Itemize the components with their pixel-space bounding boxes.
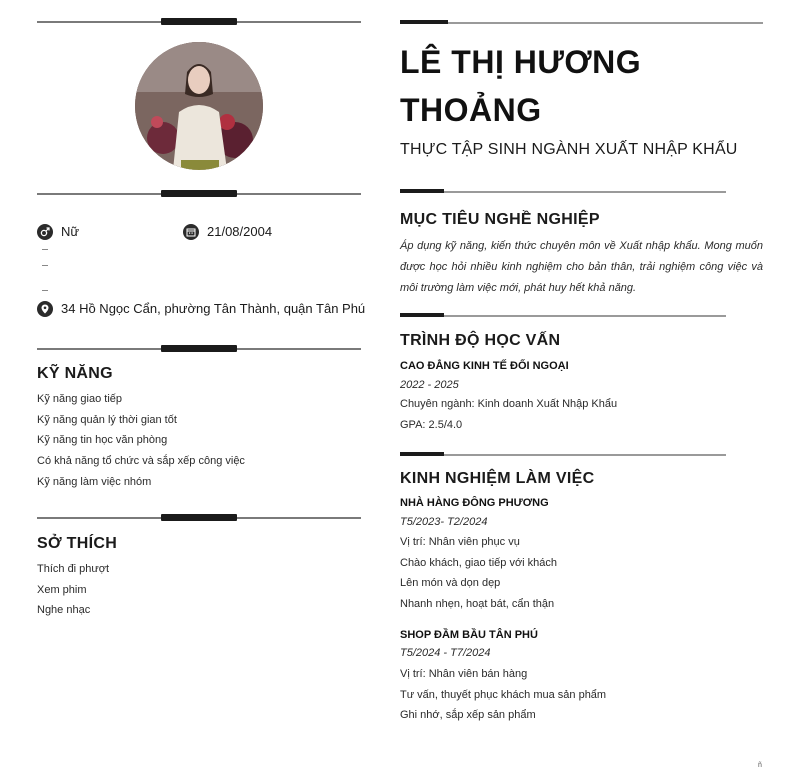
list-item: Thích đi phượt: [37, 563, 110, 575]
divider-skills: [37, 345, 361, 353]
hobbies-list: [37, 559, 109, 621]
list-item: Kỹ năng quản lý thời gian tốt: [37, 413, 177, 426]
person-silhouette-icon: [135, 42, 263, 170]
divider-top: [37, 18, 361, 26]
list-item: Xem phim: [37, 583, 87, 596]
redacted-line: [42, 290, 48, 291]
gender-value: Nữ: [61, 224, 80, 239]
list-item: Nhanh nhẹn, hoạt bát, cẩn thận: [400, 598, 555, 611]
list-item: Ghi nhớ, sắp xếp sản phẩm: [400, 709, 536, 722]
address-value: 34 Hồ Ngọc Cẩn, phường Tân Thành, quận Tân Phú: [61, 301, 366, 316]
gender-icon: [37, 224, 53, 240]
job-period: T5/2024 - T7/2024: [400, 647, 491, 659]
skills-heading: KỸ NĂNG: [37, 365, 113, 382]
experience-heading: KINH NGHIỆM LÀM VIỆC: [400, 470, 595, 487]
list-item: Kỹ năng tin học văn phòng: [37, 434, 168, 447]
education-major: Chuyên ngành: Kinh doanh Xuất Nhập Khẩu: [400, 398, 618, 410]
redacted-line: [42, 265, 48, 266]
profile-photo: [135, 42, 263, 170]
list-item: Kỹ năng giao tiếp: [37, 393, 123, 405]
education-gpa: GPA: 2.5/4.0: [400, 419, 463, 431]
list-item: Vị trí: Nhân viên bán hàng: [400, 668, 528, 680]
gender-row: [37, 224, 79, 240]
education-period: 2022 - 2025: [400, 379, 459, 391]
company-name: SHOP ĐẦM BẦU TÂN PHÚ: [400, 629, 538, 641]
objective-heading: MỤC TIÊU NGHỀ NGHIỆP: [400, 211, 600, 228]
redacted-line: [42, 249, 48, 250]
list-item: Lên món và dọn dẹp: [400, 577, 501, 590]
birthdate-row: [183, 224, 272, 240]
divider-photo: [37, 190, 361, 198]
skills-list: [37, 389, 245, 492]
address-row: [37, 301, 365, 317]
divider-name: [400, 20, 763, 26]
list-item: Chào khách, giao tiếp với khách: [400, 556, 558, 569]
birthdate-value: 21/08/2004: [207, 224, 273, 239]
list-item: Vị trí: Nhân viên phục vụ: [400, 536, 520, 548]
location-pin-icon: [37, 301, 53, 317]
calendar-icon: [183, 224, 199, 240]
divider-objective: [400, 189, 726, 195]
list-item: Kỹ năng làm việc nhóm: [37, 475, 152, 488]
education-heading: TRÌNH ĐỘ HỌC VẤN: [400, 332, 561, 349]
page-mark: ñ: [758, 762, 762, 769]
company-name: NHÀ HÀNG ĐÔNG PHƯƠNG: [400, 497, 549, 509]
candidate-name: LÊ THỊ HƯƠNG THOẢNG: [400, 44, 642, 128]
job-period: T5/2023- T2/2024: [400, 516, 488, 528]
job-details-list: [400, 664, 606, 726]
list-item: Có khả năng tổ chức và sắp xếp công việc: [37, 455, 245, 468]
list-item: Nghe nhạc: [37, 604, 91, 617]
school-name: CAO ĐẲNG KINH TẾ ĐỐI NGOẠI: [400, 360, 569, 372]
objective-text: Áp dụng kỹ năng, kiến thức chuyên môn về Xuất nhập khẩu. Mong muốn được học hỏi nhiều kinh nghiệm cho bản thân, trải nghiệm công việc và môi trường làm việc mới, phát huy hết khả năng.: [400, 240, 763, 294]
candidate-title: THỰC TẬP SINH NGÀNH XUẤT NHẬP KHẨU: [400, 141, 738, 158]
divider-hobbies: [37, 514, 361, 522]
list-item: Tư vấn, thuyết phục khách mua sản phẩm: [400, 688, 607, 701]
hobbies-heading: SỞ THÍCH: [37, 535, 118, 552]
divider-experience: [400, 452, 726, 458]
job-details-list: [400, 532, 557, 615]
divider-education: [400, 313, 726, 319]
